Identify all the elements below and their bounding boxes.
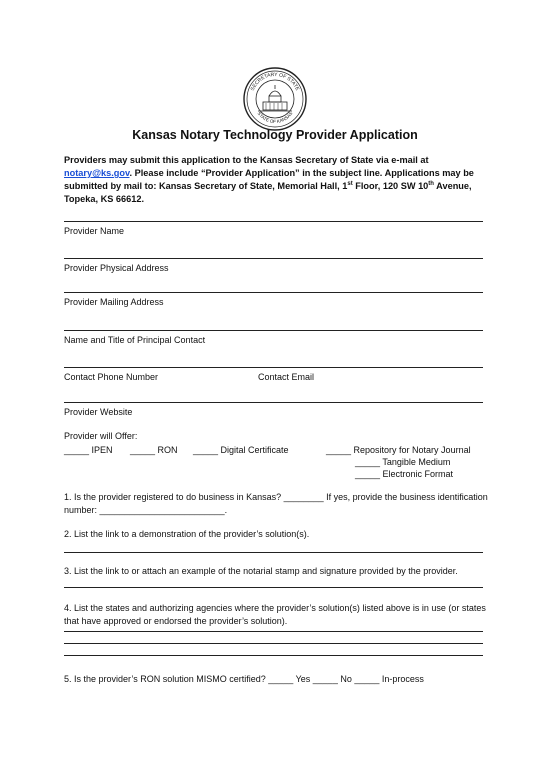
offer-ipen[interactable]: _____ IPEN bbox=[64, 445, 113, 455]
svg-text:SECRETARY OF STATE bbox=[250, 72, 301, 92]
question-2-answer-line[interactable] bbox=[64, 552, 483, 553]
principal-contact-label: Name and Title of Principal Contact bbox=[64, 335, 206, 345]
provider-name-label: Provider Name bbox=[64, 226, 125, 236]
phone-email-line[interactable] bbox=[64, 367, 483, 368]
intro-text-1: Providers may submit this application to the Kansas Secretary of State via e-mail at bbox=[64, 155, 429, 165]
intro-sup-2: th bbox=[428, 180, 434, 187]
kansas-seal-icon bbox=[242, 66, 308, 132]
intro-sup-1: st bbox=[347, 180, 353, 187]
page-title: Kansas Notary Technology Provider Application bbox=[132, 128, 418, 142]
question-4-answer-line-2[interactable] bbox=[64, 643, 483, 644]
question-3: 3. List the link to or attach an example of the notarial stamp and signature provided by the provider. bbox=[64, 566, 458, 576]
question-4-answer-line-1[interactable] bbox=[64, 631, 483, 632]
question-1: 1. Is the provider registered to do business in Kansas? ________ If yes, provide the business identification number: _________________________. bbox=[64, 492, 488, 515]
intro-text-2: . Please include “Provider Application” in the subject line. Applications may be submitted by mail to: Kansas Secretary of State, Memorial Hall, 1 bbox=[64, 168, 474, 191]
intro-text-3: Floor, 120 SW 10 bbox=[352, 181, 429, 191]
seal-ring-bottom: STATE OF KANSAS bbox=[256, 110, 294, 125]
offer-heading: Provider will Offer: bbox=[64, 431, 138, 441]
question-5: 5. Is the provider’s RON solution MISMO certified? _____ Yes _____ No _____ In-process bbox=[64, 674, 424, 684]
mailing-address-line[interactable] bbox=[64, 292, 483, 293]
contact-phone-label: Contact Phone Number bbox=[64, 372, 159, 382]
intro-text-4: Avenue, Topeka, KS 66612. bbox=[64, 181, 472, 204]
physical-address-line[interactable] bbox=[64, 258, 483, 259]
website-line[interactable] bbox=[64, 402, 483, 403]
offer-electronic-format[interactable]: _____ Electronic Format bbox=[355, 469, 454, 479]
physical-address-label: Provider Physical Address bbox=[64, 263, 169, 273]
seal-ring-top: SECRETARY OF STATE bbox=[249, 71, 301, 92]
website-label: Provider Website bbox=[64, 407, 133, 417]
question-4-answer-line-3[interactable] bbox=[64, 655, 483, 656]
question-3-answer-line[interactable] bbox=[64, 587, 483, 588]
contact-email-label: Contact Email bbox=[258, 372, 315, 382]
offer-ron[interactable]: _____ RON bbox=[130, 445, 178, 455]
intro-instructions bbox=[64, 154, 494, 206]
mailing-address-label: Provider Mailing Address bbox=[64, 297, 164, 307]
question-2: 2. List the link to a demonstration of the provider’s solution(s). bbox=[64, 529, 310, 539]
provider-name-line[interactable] bbox=[64, 221, 483, 222]
offer-tangible-medium[interactable]: _____ Tangible Medium bbox=[355, 457, 451, 467]
offer-repository[interactable]: _____ Repository for Notary Journal bbox=[326, 445, 471, 455]
offer-digital-certificate[interactable]: _____ Digital Certificate bbox=[193, 445, 289, 455]
email-link[interactable]: notary@ks.gov bbox=[64, 168, 130, 178]
principal-contact-line[interactable] bbox=[64, 330, 483, 331]
question-4: 4. List the states and authorizing agencies where the provider’s solution(s) listed above is in use (or states that have approved or endorsed the provider’s solution). bbox=[64, 603, 486, 626]
